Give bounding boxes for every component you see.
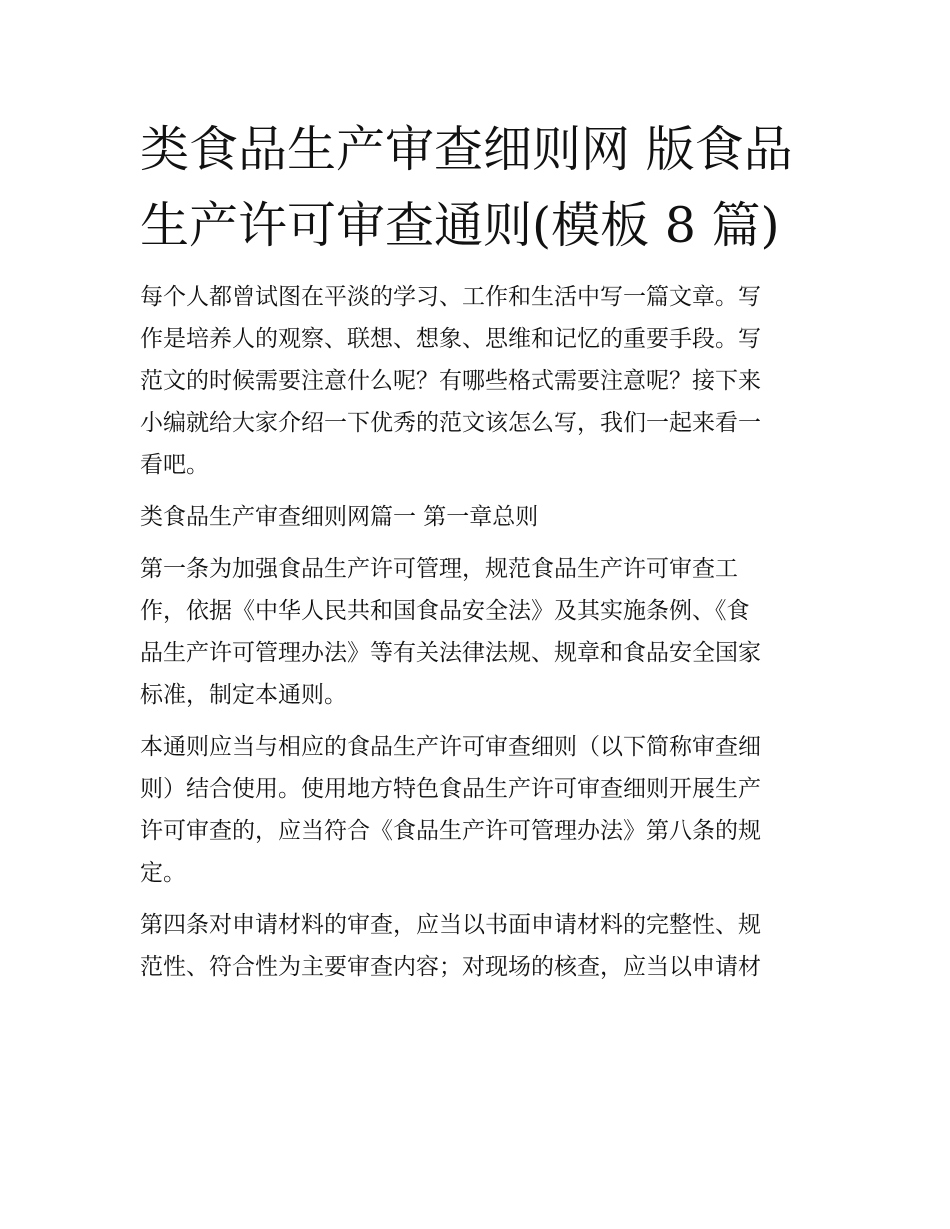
text-line: 作，依据《中华人民共和国食品安全法》及其实施条例、《食	[140, 598, 750, 624]
text-line: 范性、符合性为主要审查内容；对现场的核查，应当以申请材	[140, 954, 761, 980]
article-paragraph	[140, 548, 812, 716]
title-line: 类食品生产审查细则网 版食品	[140, 121, 793, 178]
text-line: 每个人都曾试图在平淡的学习、工作和生活中写一篇文章。写	[140, 284, 761, 310]
article-paragraph	[140, 726, 812, 894]
text-line: 则）结合使用。使用地方特色食品生产许可审查细则开展生产	[140, 776, 761, 802]
text-line: 看吧。	[140, 452, 209, 478]
text-line: 本通则应当与相应的食品生产许可审查细则（以下简称审查细	[140, 734, 761, 760]
text-line: 范文的时候需要注意什么呢？有哪些格式需要注意呢？接下来	[140, 368, 761, 394]
title-line: 生产许可审查通则(模板 8 篇)	[140, 197, 780, 254]
text-line: 定。	[140, 860, 186, 886]
text-line: 第四条对申请材料的审查，应当以书面申请材料的完整性、规	[140, 912, 761, 938]
text-line: 标准，制定本通则。	[140, 682, 347, 708]
article-paragraph	[140, 904, 812, 988]
document-body	[140, 112, 812, 998]
text-line: 小编就给大家介绍一下优秀的范文该怎么写，我们一起来看一	[140, 410, 761, 436]
intro-paragraph	[140, 276, 812, 486]
section-heading	[140, 496, 812, 538]
text-line: 作是培养人的观察、联想、想象、思维和记忆的重要手段。写	[140, 326, 761, 352]
text-line: 品生产许可管理办法》等有关法律法规、规章和食品安全国家	[140, 640, 761, 666]
text-line: 许可审查的，应当符合《食品生产许可管理办法》第八条的规	[140, 818, 761, 844]
document-title	[140, 112, 812, 264]
text-line: 第一条为加强食品生产许可管理，规范食品生产许可审查工	[140, 556, 738, 582]
text-line: 类食品生产审查细则网篇一 第一章总则	[140, 504, 539, 530]
